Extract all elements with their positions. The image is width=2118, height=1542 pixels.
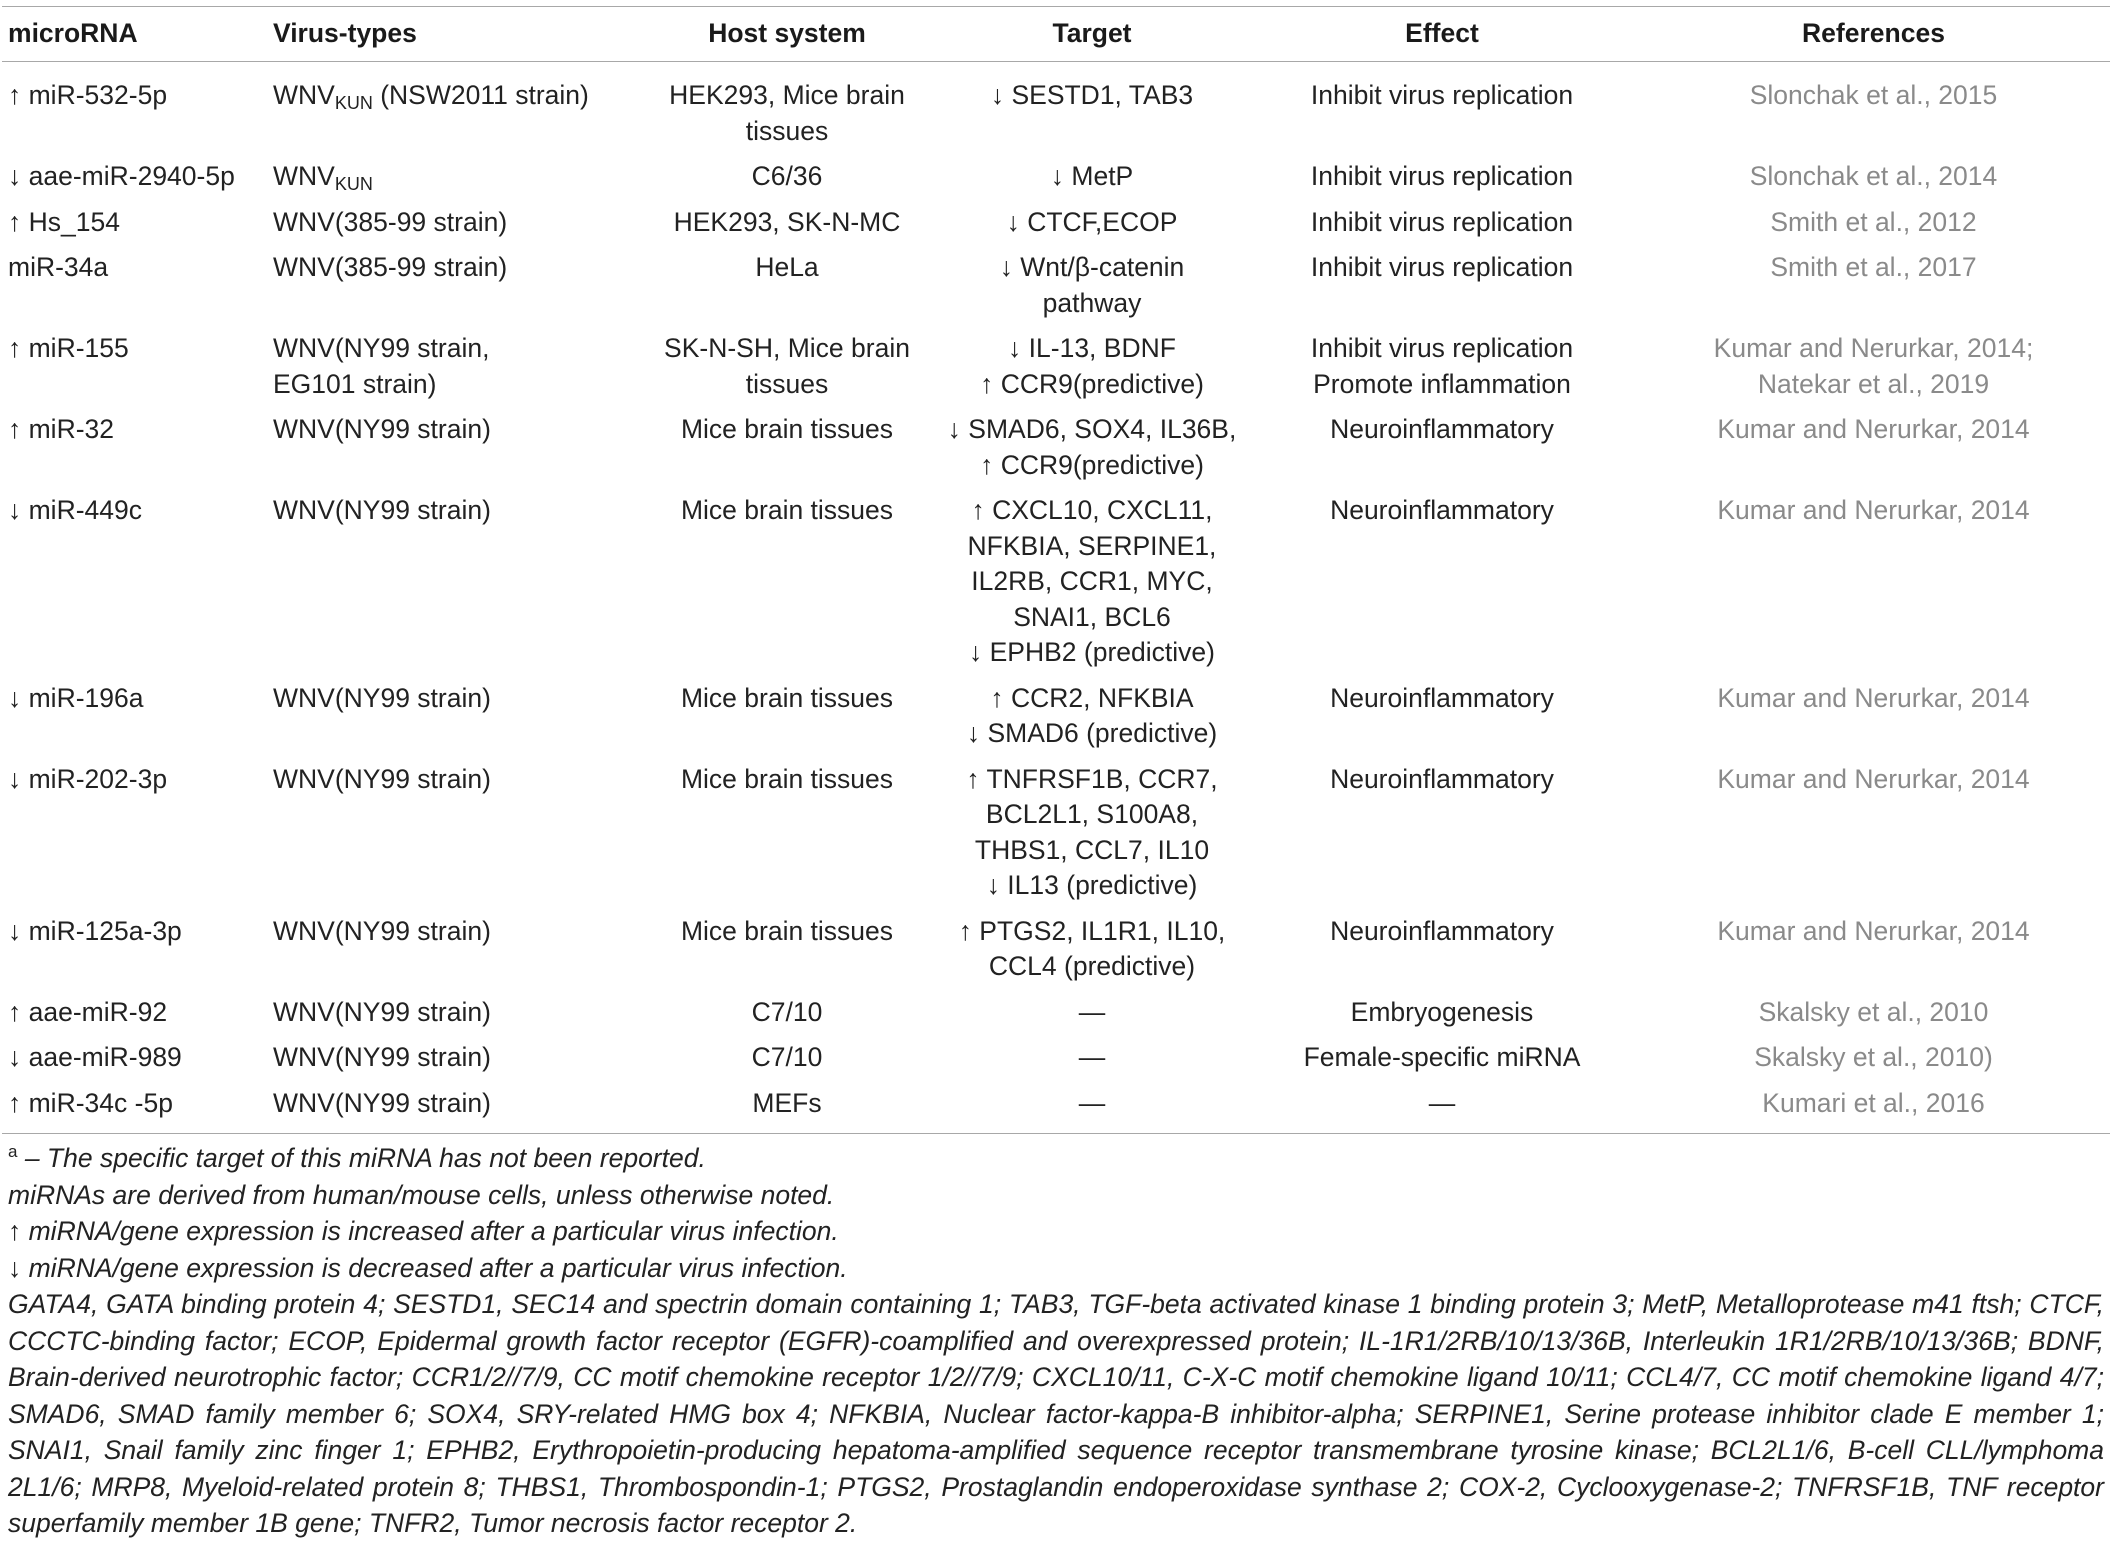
- table-row: [2, 1035, 2110, 1081]
- host-line: HEK293, Mice brain: [669, 80, 905, 110]
- cell-effect: [1247, 909, 1637, 990]
- reference-line: Smith et al., 2012: [1770, 206, 1977, 237]
- target-line: ↓ EPHB2 (predictive): [969, 637, 1215, 667]
- cell-microrna: ↑ miR-155: [8, 333, 129, 363]
- target-line: —: [1078, 1087, 1106, 1118]
- virus-name: WNV(NY99 strain): [273, 682, 491, 713]
- host-line: C6/36: [751, 161, 823, 191]
- target-line: ↑ CXCL10, CXCL11,: [971, 495, 1213, 525]
- target-line: ↓ CTCF,ECOP: [1006, 206, 1178, 237]
- cell-references: [1637, 1035, 2110, 1081]
- virus-type-line: [273, 493, 631, 529]
- footnote-abbreviations: GATA4, GATA binding protein 4; SESTD1, SEC14 and spectrin domain containing 1; TAB3, TGF-beta activated kinase 1 binding protein 3; MetP, Metalloprotease m41 ftsh; CTCF, CCCTC-binding factor; ECOP, Epidermal growth factor receptor (EGFR)-coamplified and overexpressed protein; IL-1R1/2RB/10/13/36B, Interleukin 1R1/2RB/10/13/36B; BDNF, Brain-derived neurotrophic factor; CCR1/2//7/9, CC motif chemokine receptor 1/2//7/9; CXCL10/11, C-X-C motif chemokine ligand 10/11; CCL4/7, CC motif chemokine ligand 4/7; SMAD6, SMAD family member 6; SOX4, SRY-related HMG box 4; NFKBIA, Nuclear factor-kappa-B inhibitor-alpha; SERPINE1, Serine protease inhibitor clade E member 1; SNAI1, Snail family zinc finger 1; EPHB2, Erythropoietin-producing hepatoma-amplified sequence receptor transmembrane tyrosine kinase; BCL2L1/6, B-cell CLL/lymphoma 2L1/6; MRP8, Myeloid-related protein 8; THBS1, Thrombospondin-1; PTGS2, Prostaglandin endoperoxidase synthase 2; COX-2, Cyclooxygenase-2; TNFRSF1B, TNF receptor superfamily member 1B gene; TNFR2, Tumor necrosis factor receptor 2.: [8, 1289, 2104, 1538]
- document-page: [2, 0, 2110, 1542]
- cell-effect: [1247, 245, 1637, 326]
- cell-references: [1637, 990, 2110, 1036]
- effect-line: Neuroinflammatory: [1330, 763, 1554, 794]
- reference-line: Skalsky et al., 2010): [1754, 1042, 1993, 1072]
- cell-virus-type: [267, 676, 637, 757]
- host-line: MEFs: [752, 1087, 822, 1118]
- effect-line: Neuroinflammatory: [1330, 682, 1554, 713]
- footnote-origin: miRNAs are derived from human/mouse cells, unless otherwise noted.: [8, 1179, 835, 1210]
- cell-target: [937, 757, 1247, 909]
- target-line: —: [1078, 996, 1106, 1027]
- cell-target: [937, 154, 1247, 200]
- virus-strain: (NSW2011 strain): [372, 80, 589, 110]
- target-line: ↑ CCR9(predictive): [980, 368, 1204, 399]
- cell-microrna: ↑ Hs_154: [8, 206, 120, 237]
- table-row: [2, 1081, 2110, 1134]
- cell-references: [1637, 1081, 2110, 1134]
- cell-effect: [1247, 200, 1637, 246]
- effect-line: Embryogenesis: [1350, 996, 1534, 1027]
- cell-host-system: [637, 245, 937, 326]
- reference-line: Skalsky et al., 2010: [1758, 996, 1989, 1027]
- target-line: ↓ SMAD6 (predictive): [966, 718, 1218, 748]
- cell-effect: [1247, 757, 1637, 909]
- cell-effect: [1247, 326, 1637, 407]
- virus-name: WNV(NY99 strain): [273, 763, 491, 794]
- host-line: Mice brain tissues: [680, 915, 894, 946]
- table-row: [2, 326, 2110, 407]
- cell-effect: [1247, 62, 1637, 155]
- table-row: [2, 488, 2110, 676]
- effect-line: Promote inflammation: [1313, 368, 1571, 399]
- header-references: References: [1637, 7, 2110, 62]
- cell-virus-type: [267, 154, 637, 200]
- target-line: ↓ IL-13, BDNF: [1008, 333, 1176, 363]
- target-line: NFKBIA, SERPINE1,: [967, 530, 1217, 561]
- virus-type-line: [273, 914, 631, 950]
- table-row: [2, 200, 2110, 246]
- target-line: IL2RB, CCR1, MYC,: [971, 566, 1213, 596]
- cell-virus-type: [267, 200, 637, 246]
- cell-host-system: [637, 990, 937, 1036]
- cell-microrna: miR-34a: [8, 252, 109, 282]
- cell-effect: [1247, 1035, 1637, 1081]
- cell-microrna: ↓ aae-miR-989: [8, 1042, 182, 1072]
- cell-host-system: [637, 1035, 937, 1081]
- cell-microrna: ↑ miR-32: [8, 414, 115, 444]
- cell-references: [1637, 326, 2110, 407]
- effect-line: —: [1428, 1087, 1456, 1118]
- virus-type-line: [273, 412, 631, 448]
- cell-target: [937, 326, 1247, 407]
- virus-type-line: [273, 681, 631, 717]
- cell-microrna: ↓ miR-125a-3p: [8, 915, 182, 946]
- cell-references: [1637, 245, 2110, 326]
- reference-line: Kumar and Nerurkar, 2014: [1717, 495, 2030, 525]
- cell-references: [1637, 676, 2110, 757]
- cell-virus-type: [267, 62, 637, 155]
- footnote-a-text: – The specific target of this miRNA has not been reported.: [17, 1143, 706, 1173]
- reference-line: Kumar and Nerurkar, 2014: [1717, 763, 2030, 794]
- target-line: CCL4 (predictive): [988, 951, 1196, 981]
- cell-references: [1637, 488, 2110, 676]
- virus-name: WNV(NY99 strain): [273, 915, 491, 946]
- target-line: ↑ CCR2, NFKBIA: [990, 682, 1194, 713]
- cell-effect: [1247, 154, 1637, 200]
- target-line: ↑ CCR9(predictive): [980, 449, 1204, 480]
- table-row: [2, 990, 2110, 1036]
- target-line: ↓ SMAD6, SOX4, IL36B,: [947, 414, 1237, 444]
- cell-microrna: ↓ miR-196a: [8, 682, 144, 713]
- table-body: [2, 62, 2110, 1134]
- virus-name: WNV(NY99 strain): [273, 495, 491, 525]
- cell-host-system: [637, 200, 937, 246]
- cell-target: [937, 1035, 1247, 1081]
- host-line: tissues: [745, 368, 829, 399]
- target-line: THBS1, CCL7, IL10: [974, 834, 1210, 865]
- virus-name: WNV: [273, 80, 335, 110]
- effect-line: Neuroinflammatory: [1330, 414, 1554, 444]
- cell-host-system: [637, 407, 937, 488]
- host-line: Mice brain tissues: [680, 495, 894, 525]
- table-row: [2, 154, 2110, 200]
- virus-name: WNV(NY99 strain): [273, 1042, 491, 1072]
- cell-microrna: ↑ aae-miR-92: [8, 996, 168, 1027]
- target-line: ↓ IL13 (predictive): [986, 870, 1198, 900]
- cell-effect: [1247, 488, 1637, 676]
- header-target: Target: [937, 7, 1247, 62]
- target-line: pathway: [1042, 287, 1142, 318]
- cell-effect: [1247, 990, 1637, 1036]
- cell-target: [937, 676, 1247, 757]
- virus-type-line: [273, 762, 631, 798]
- cell-host-system: [637, 909, 937, 990]
- host-line: Mice brain tissues: [680, 682, 894, 713]
- host-line: Mice brain tissues: [680, 763, 894, 794]
- effect-line: Neuroinflammatory: [1330, 915, 1554, 946]
- host-line: HEK293, SK-N-MC: [673, 206, 901, 237]
- cell-microrna: ↓ miR-202-3p: [8, 763, 168, 794]
- virus-subscript: KUN: [334, 93, 373, 113]
- cell-references: [1637, 757, 2110, 909]
- cell-virus-type: [267, 1081, 637, 1134]
- cell-target: [937, 488, 1247, 676]
- virus-type-line: [273, 995, 631, 1031]
- virus-type-line: [273, 250, 631, 286]
- cell-virus-type: [267, 990, 637, 1036]
- table-row: [2, 245, 2110, 326]
- virus-type-line: [273, 159, 631, 195]
- virus-type-line: EG101 strain): [273, 368, 437, 399]
- footnote-increase: ↑ miRNA/gene expression is increased after a particular virus infection.: [8, 1216, 839, 1246]
- virus-name: WNV(NY99 strain): [273, 414, 491, 444]
- virus-type-line: [273, 78, 631, 114]
- table-footnotes: [2, 1134, 2110, 1542]
- target-line: ↑ TNFRSF1B, CCR7,: [966, 763, 1218, 794]
- reference-line: Slonchak et al., 2015: [1749, 80, 1998, 110]
- target-line: —: [1078, 1042, 1106, 1072]
- reference-line: Smith et al., 2017: [1770, 252, 1977, 282]
- reference-line: Kumar and Nerurkar, 2014: [1717, 915, 2030, 946]
- header-microrna: microRNA: [2, 7, 267, 62]
- host-line: HeLa: [755, 252, 819, 282]
- virus-type-line: [273, 1086, 631, 1122]
- cell-host-system: [637, 757, 937, 909]
- cell-target: [937, 200, 1247, 246]
- reference-line: Kumari et al., 2016: [1762, 1087, 1985, 1118]
- table-header: [2, 7, 2110, 62]
- effect-line: Inhibit virus replication: [1310, 80, 1574, 110]
- cell-references: [1637, 909, 2110, 990]
- virus-type-line: [273, 1040, 631, 1076]
- table-row: [2, 676, 2110, 757]
- cell-microrna: ↑ miR-34c -5p: [2, 1081, 267, 1134]
- reference-line: Kumar and Nerurkar, 2014;: [1713, 333, 2034, 363]
- header-virus-types: Virus-types: [267, 7, 637, 62]
- cell-references: [1637, 62, 2110, 155]
- cell-target: [937, 407, 1247, 488]
- cell-virus-type: [267, 326, 637, 407]
- cell-host-system: [637, 1081, 937, 1134]
- effect-line: Inhibit virus replication: [1310, 206, 1574, 237]
- virus-subscript: KUN: [334, 174, 373, 194]
- cell-virus-type: [267, 407, 637, 488]
- cell-virus-type: [267, 909, 637, 990]
- footnote-a: [8, 1140, 2104, 1177]
- effect-line: Inhibit virus replication: [1310, 333, 1574, 363]
- cell-references: [1637, 154, 2110, 200]
- header-host-system: Host system: [637, 7, 937, 62]
- cell-target: [937, 990, 1247, 1036]
- virus-name: WNV(NY99 strain): [273, 1087, 491, 1118]
- cell-effect: [1247, 676, 1637, 757]
- reference-line: Kumar and Nerurkar, 2014: [1717, 414, 2030, 444]
- virus-type-line: [273, 205, 631, 241]
- cell-effect: [1247, 407, 1637, 488]
- cell-virus-type: [267, 245, 637, 326]
- table-row: [2, 407, 2110, 488]
- header-row: [2, 7, 2110, 62]
- cell-target: [937, 245, 1247, 326]
- cell-microrna: ↓ aae-miR-2940-5p: [8, 161, 235, 191]
- virus-name: WNV(NY99 strain,: [273, 333, 490, 363]
- target-line: ↓ Wnt/β-catenin: [999, 252, 1185, 282]
- effect-line: Female-specific miRNA: [1303, 1042, 1581, 1072]
- host-line: C7/10: [751, 1042, 823, 1072]
- cell-target: [937, 1081, 1247, 1134]
- host-line: SK-N-SH, Mice brain: [664, 333, 910, 363]
- table-row: [2, 757, 2110, 909]
- target-line: ↓ SESTD1, TAB3: [990, 80, 1194, 110]
- effect-line: Neuroinflammatory: [1330, 495, 1554, 525]
- cell-virus-type: [267, 757, 637, 909]
- effect-line: Inhibit virus replication: [1310, 252, 1574, 282]
- mirna-table: [2, 6, 2110, 1134]
- host-line: Mice brain tissues: [680, 414, 894, 444]
- target-line: ↑ PTGS2, IL1R1, IL10,: [958, 915, 1226, 946]
- target-line: ↓ MetP: [1050, 161, 1134, 191]
- footnote-decrease: ↓ miRNA/gene expression is decreased after a particular virus infection.: [8, 1252, 848, 1283]
- cell-virus-type: [267, 488, 637, 676]
- cell-host-system: [637, 154, 937, 200]
- virus-name: WNV(NY99 strain): [273, 996, 491, 1027]
- table-row: [2, 909, 2110, 990]
- virus-name: WNV(385-99 strain): [273, 206, 508, 237]
- cell-host-system: [637, 326, 937, 407]
- cell-microrna: ↑ miR-532-5p: [8, 80, 168, 110]
- host-line: C7/10: [751, 996, 823, 1027]
- footnote-a-marker: a: [8, 1142, 18, 1161]
- header-effect: Effect: [1247, 7, 1637, 62]
- reference-line: Natekar et al., 2019: [1757, 368, 1990, 399]
- cell-references: [1637, 200, 2110, 246]
- cell-host-system: [637, 62, 937, 155]
- virus-type-line: [273, 331, 631, 367]
- cell-host-system: [637, 488, 937, 676]
- cell-effect: [1247, 1081, 1637, 1134]
- cell-target: [937, 62, 1247, 155]
- cell-virus-type: [267, 1035, 637, 1081]
- target-line: BCL2L1, S100A8,: [985, 799, 1199, 829]
- reference-line: Slonchak et al., 2014: [1749, 161, 1998, 191]
- cell-host-system: [637, 676, 937, 757]
- table-row: [2, 62, 2110, 155]
- target-line: SNAI1, BCL6: [1013, 601, 1171, 632]
- cell-target: [937, 909, 1247, 990]
- host-line: tissues: [745, 115, 829, 146]
- cell-microrna: ↓ miR-449c: [8, 495, 143, 525]
- virus-name: WNV(385-99 strain): [273, 252, 508, 282]
- reference-line: Kumar and Nerurkar, 2014: [1717, 682, 2030, 713]
- virus-name: WNV: [273, 161, 335, 191]
- effect-line: Inhibit virus replication: [1310, 161, 1574, 191]
- cell-references: [1637, 407, 2110, 488]
